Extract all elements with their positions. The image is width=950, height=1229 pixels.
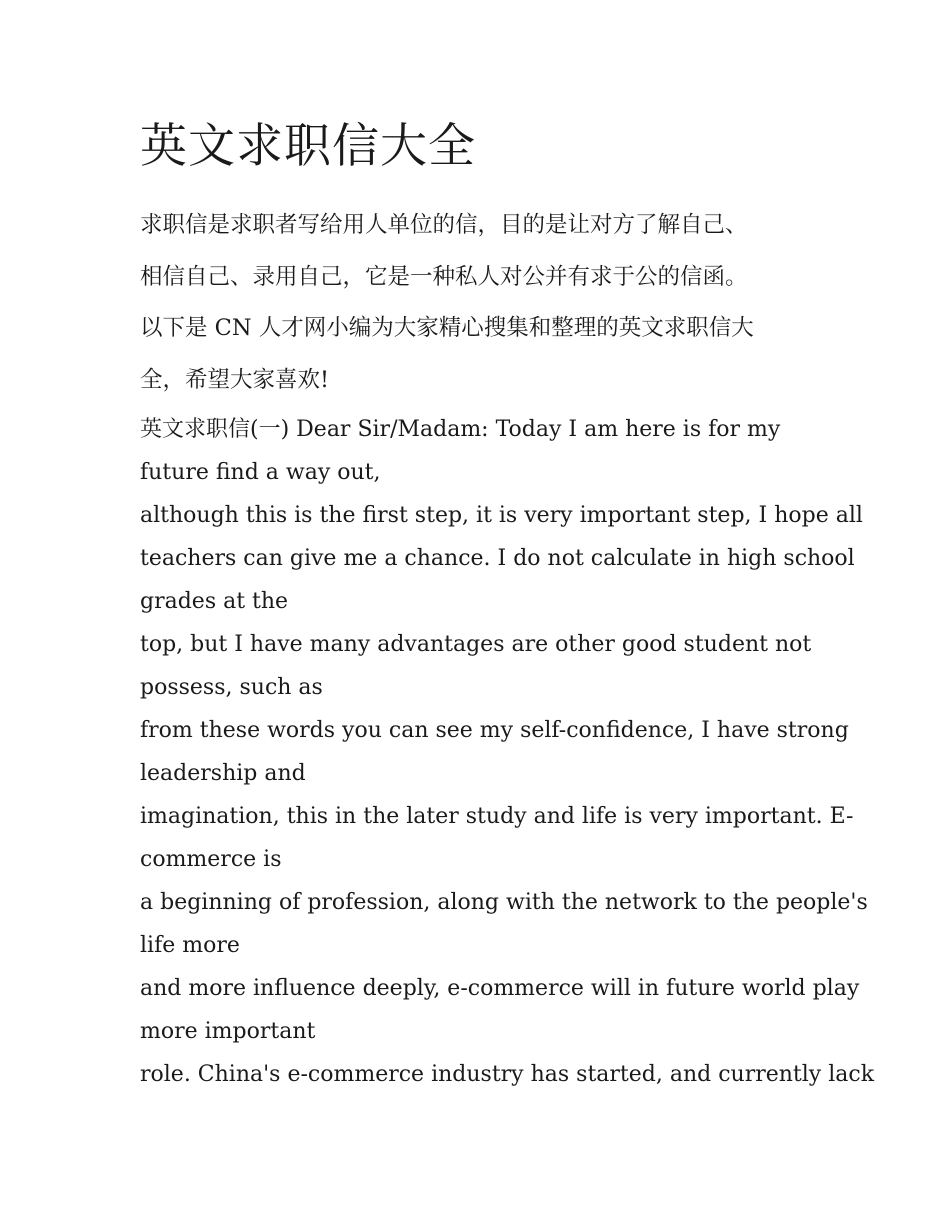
intro-line: 求职信是求职者写给用人单位的信，目的是让对方了解自己、 bbox=[140, 212, 748, 238]
body-line: 英文求职信(一) Dear Sir/Madam: Today I am here is for my bbox=[140, 417, 781, 442]
document-page bbox=[140, 112, 875, 1096]
body-line: commerce is bbox=[140, 847, 282, 872]
body-line: imagination, this in the later study and life is very important. E- bbox=[140, 804, 854, 829]
body-line: teachers can give me a chance. I do not calculate in high school bbox=[140, 546, 855, 571]
intro-line: 全，希望大家喜欢! bbox=[140, 366, 330, 393]
intro-paragraph bbox=[140, 200, 810, 406]
body-line: leadership and bbox=[140, 761, 306, 786]
body-line: more important bbox=[140, 1019, 316, 1044]
body-line: although this is the first step, it is very important step, I hope all bbox=[140, 503, 863, 528]
body-line: grades at the bbox=[140, 589, 289, 614]
intro-line: 相信自己、录用自己，它是一种私人对公并有求于公的信函。 bbox=[140, 263, 748, 290]
body-line: and more influence deeply, e-commerce will in future world play bbox=[140, 976, 860, 1001]
intro-line: 以下是 CN 人才网小编为大家精心搜集和整理的英文求职信大 bbox=[140, 315, 754, 341]
document-title: 英文求职信大全 bbox=[140, 119, 476, 174]
body-line: top, but I have many advantages are other good student not bbox=[140, 632, 812, 657]
body-line: future find a way out, bbox=[140, 460, 381, 485]
body-line: possess, such as bbox=[140, 675, 323, 700]
body-line: role. China's e-commerce industry has started, and currently lack bbox=[140, 1062, 875, 1087]
body-line: from these words you can see my self-confidence, I have strong bbox=[140, 718, 849, 743]
body-line: life more bbox=[140, 933, 240, 958]
letter-body bbox=[140, 406, 875, 1096]
body-line: a beginning of profession, along with the network to the people's bbox=[140, 890, 868, 915]
